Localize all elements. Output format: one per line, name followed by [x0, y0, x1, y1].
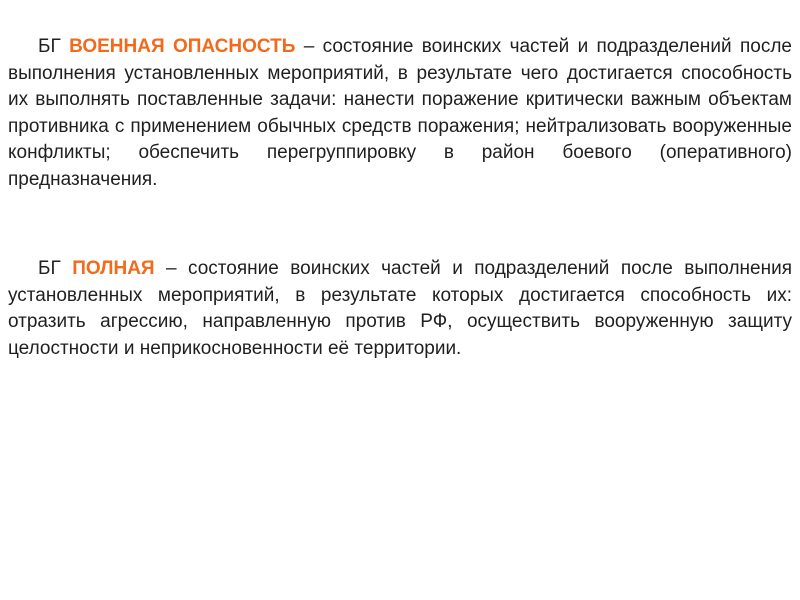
definition-text: – состояние воинских частей и подразделений после выполнения установленных мероприятий, в результате чего достигается способность их выполнять поставленные задачи: нанести поражение критически важным объектам противника с применением обычных средств поражения; нейтрализовать вооруженные конфликты; обеспечить перегруппировку в район боевого (оперативного) предназначения. — [8, 36, 793, 190]
term-military-danger: ВОЕННАЯ ОПАСНОСТЬ — [69, 36, 296, 57]
term-full-readiness: ПОЛНАЯ — [72, 258, 155, 279]
paragraph-prefix: БГ — [38, 258, 73, 279]
definition-full-readiness — [8, 256, 792, 362]
paragraph-prefix: БГ — [38, 36, 70, 57]
definition-military-danger — [8, 34, 792, 194]
definition-text: – состояние воинских частей и подразделений после выполнения установленных мероприятий, в результате которых достигается способность их: отразить агрессию, направленную против РФ, осуществить вооруженную защиту целостности и неприкосновенности её территории. — [8, 258, 792, 359]
